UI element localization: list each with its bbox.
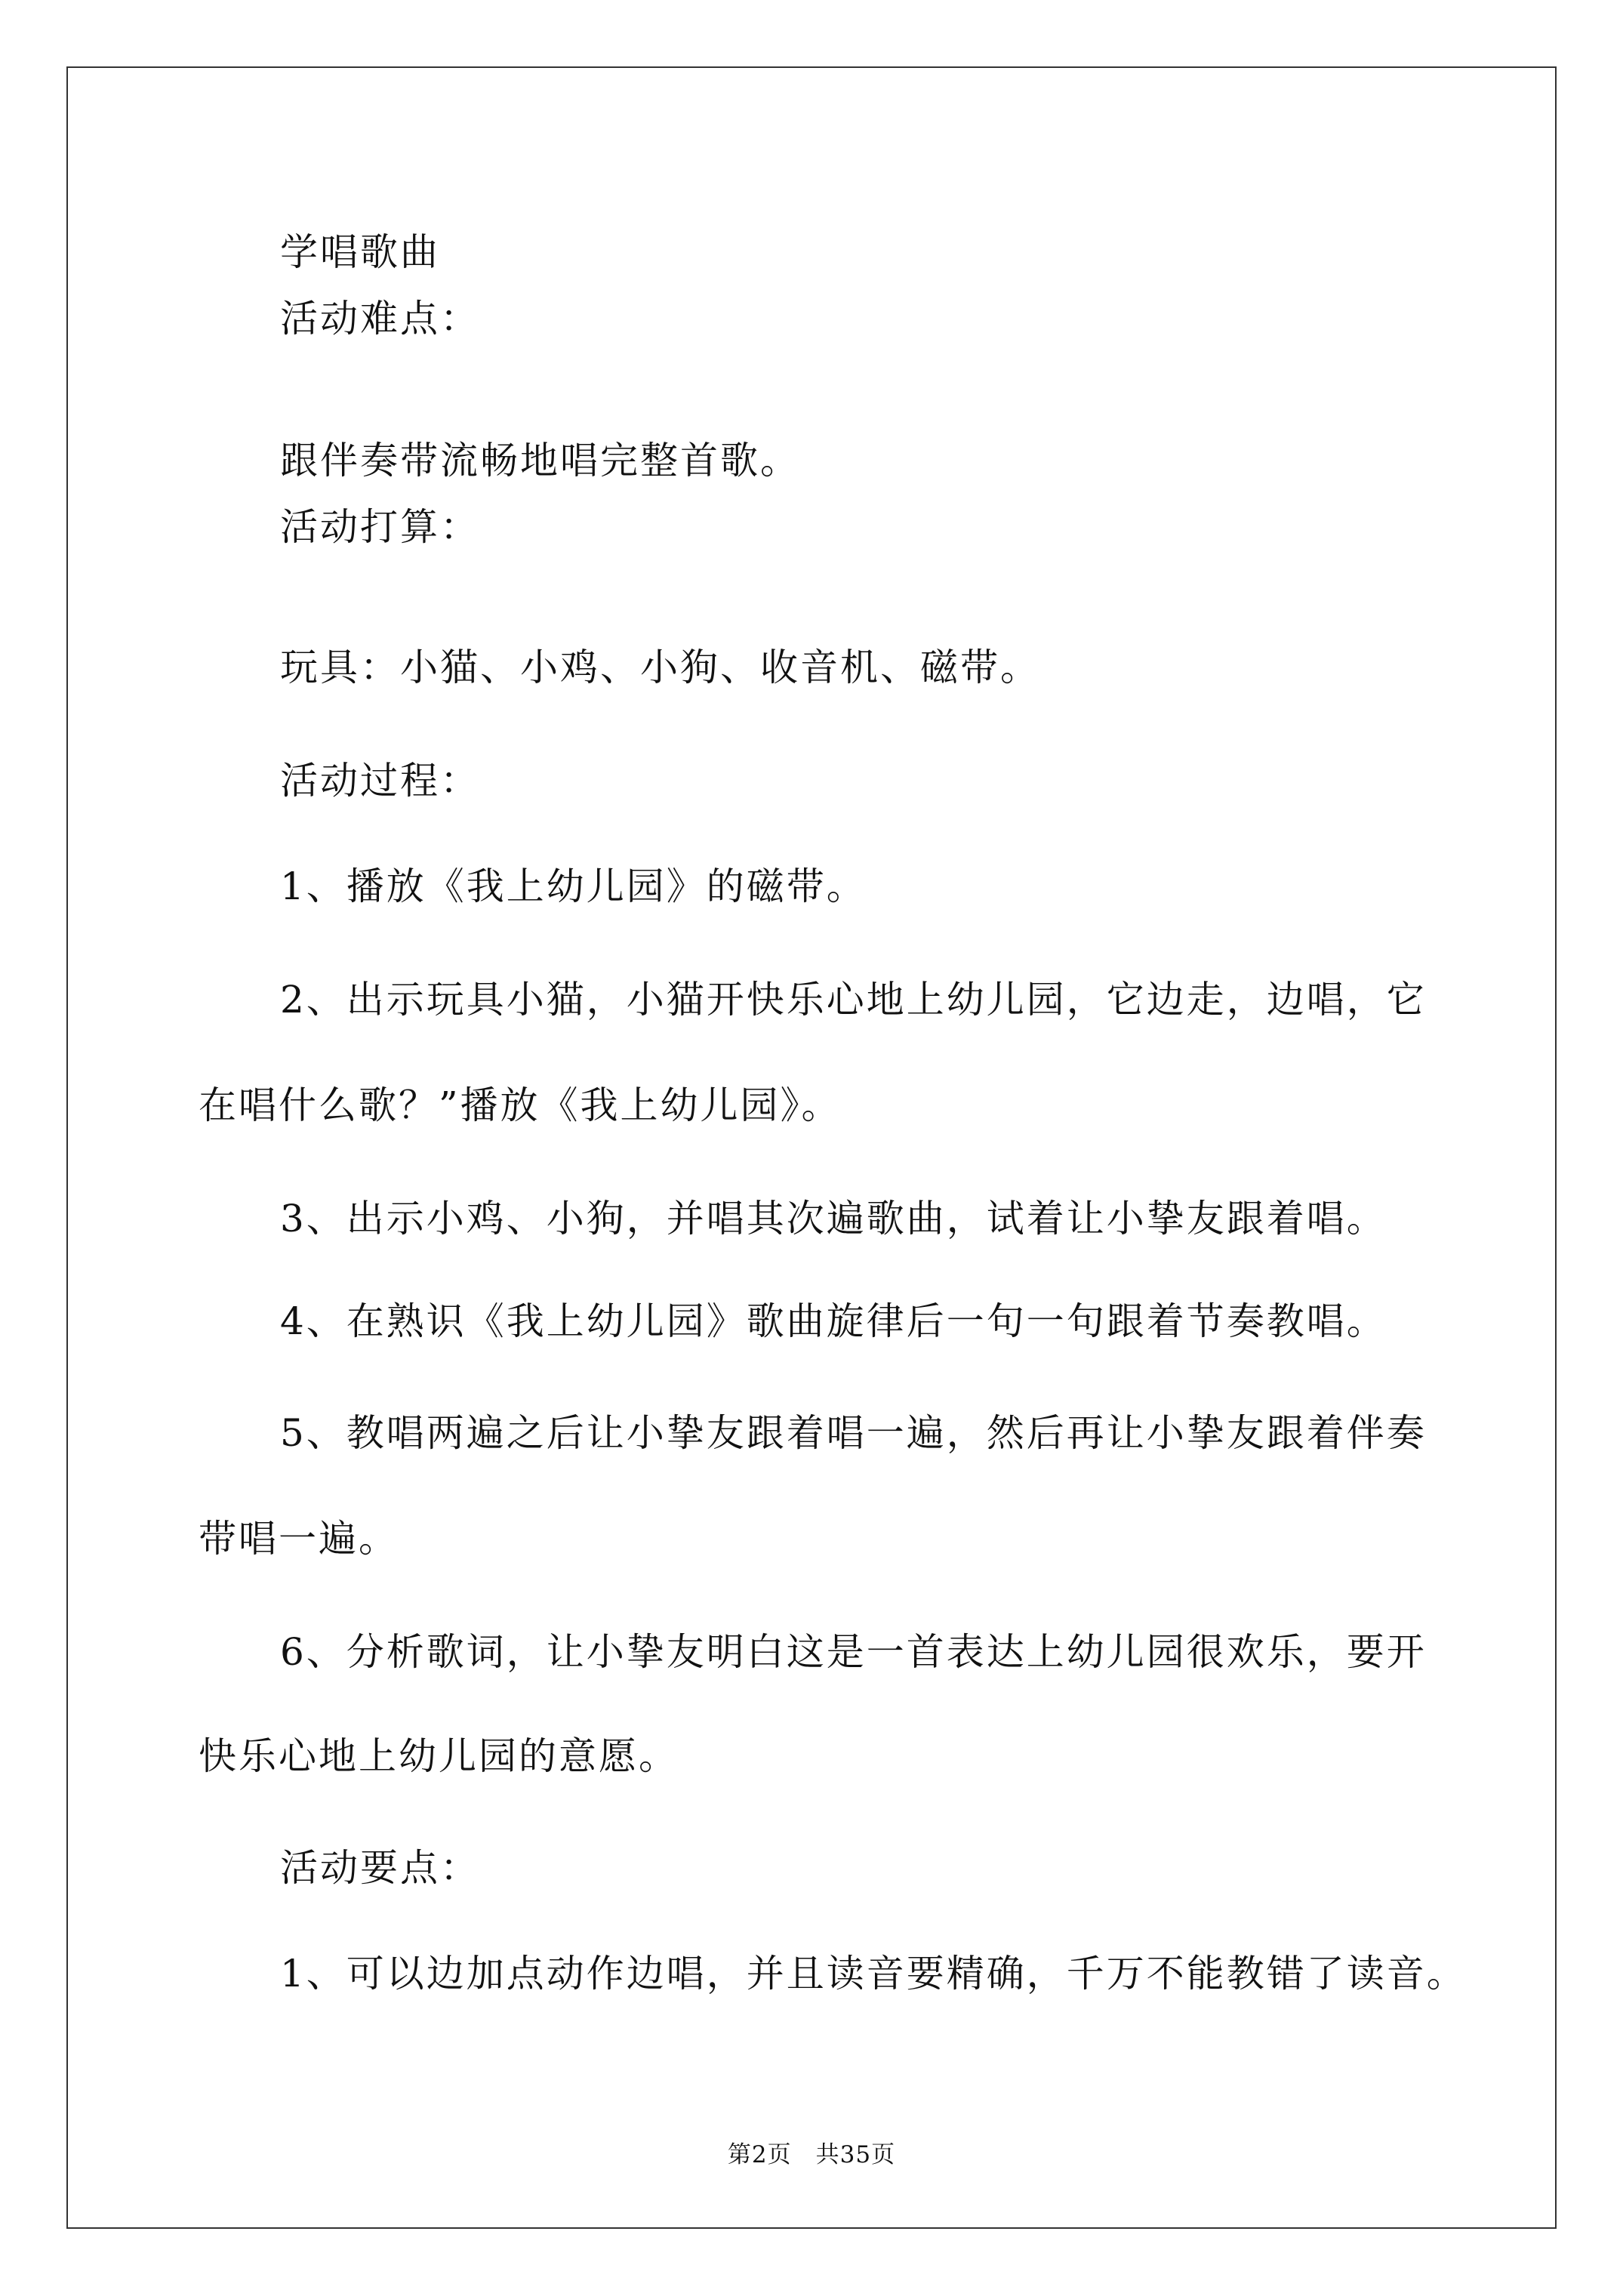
list-item: 6、分析歌词，让小挚友明白这是一首表达上幼儿园很欢乐，要开 [280, 1630, 1427, 1674]
page-number: 第2页 [727, 2141, 792, 2168]
list-item: 2、出示玩具小猫，小猫开快乐心地上幼儿园，它边走，边唱，它 [280, 978, 1427, 1022]
page-footer [0, 2135, 1623, 2169]
list-item: 5、教唱两遍之后让小挚友跟着唱一遍，然后再让小挚友跟着伴奏 [280, 1411, 1427, 1455]
paragraph: 学唱歌曲 [280, 230, 440, 274]
section-heading: 活动过程： [280, 759, 480, 803]
list-item-continuation: 带唱一遍。 [199, 1517, 399, 1561]
paragraph: 跟伴奏带流畅地唱完整首歌。 [280, 439, 800, 482]
list-item-continuation: 在唱什么歌？”播放《我上幼儿园》。 [199, 1083, 842, 1127]
list-item: 3、出示小鸡、小狗，并唱其次遍歌曲，试着让小挚友跟着唱。 [280, 1197, 1387, 1240]
section-heading: 活动打算： [280, 505, 480, 549]
section-heading: 活动要点： [280, 1846, 480, 1890]
page-total: 共35页 [815, 2141, 896, 2168]
list-item: 1、播放《我上幼儿园》的磁带。 [280, 864, 867, 908]
list-item-continuation: 快乐心地上幼儿园的意愿。 [199, 1734, 679, 1778]
list-item: 4、在熟识《我上幼儿园》歌曲旋律后一句一句跟着节奏教唱。 [280, 1299, 1387, 1343]
paragraph: 玩具：小猫、小鸡、小狗、收音机、磁带。 [280, 646, 1040, 689]
list-item: 1、可以边加点动作边唱，并且读音要精确，千万不能教错了读音。 [280, 1952, 1467, 1996]
section-heading: 活动难点： [280, 297, 480, 341]
document-body [199, 0, 1467, 2296]
